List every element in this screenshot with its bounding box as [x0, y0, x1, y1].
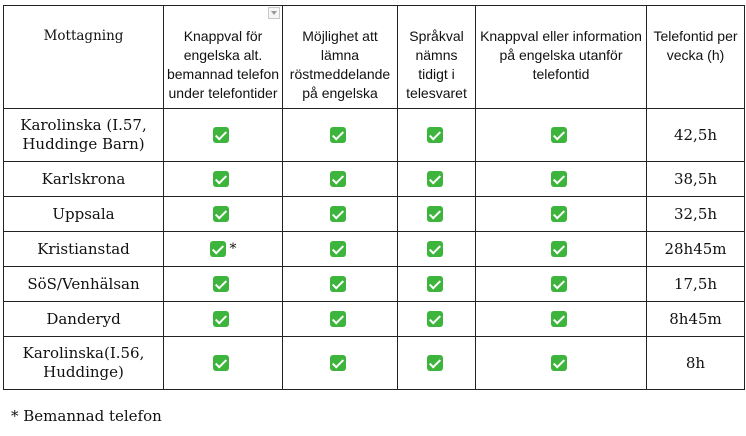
reception-name: Uppsala — [4, 197, 164, 232]
check-mark-button-icon — [427, 206, 443, 222]
reception-name: Karlskrona — [4, 162, 164, 197]
feature-cell — [283, 267, 398, 302]
check-mark-button-icon — [213, 311, 229, 327]
feature-cell — [398, 267, 476, 302]
check-mark-button-icon — [210, 241, 226, 257]
table-row — [4, 337, 745, 390]
reception-name: SöS/Venhälsan — [4, 267, 164, 302]
feature-cell — [283, 197, 398, 232]
column-header-utanfor-telefontid: Knappval eller information på engelska utanför telefontid — [476, 6, 647, 109]
feature-cell — [476, 337, 647, 390]
column-header-telefontid: Telefontid per vecka (h) — [647, 6, 745, 109]
check-mark-button-icon — [427, 127, 443, 143]
feature-cell — [398, 197, 476, 232]
phone-hours-per-week: 8h — [647, 337, 745, 390]
check-mark-button-icon — [427, 171, 443, 187]
feature-cell — [476, 162, 647, 197]
check-mark-button-icon — [551, 276, 567, 292]
feature-cell — [283, 232, 398, 267]
check-mark-button-icon — [330, 241, 346, 257]
feature-cell — [164, 337, 283, 390]
phone-hours-per-week: 42,5h — [647, 109, 745, 162]
check-mark-button-icon — [427, 355, 443, 371]
check-mark-button-icon — [330, 127, 346, 143]
feature-cell — [398, 109, 476, 162]
check-mark-button-icon — [213, 171, 229, 187]
feature-cell — [283, 162, 398, 197]
check-mark-button-icon — [330, 171, 346, 187]
feature-cell — [164, 267, 283, 302]
check-mark-button-icon — [213, 206, 229, 222]
check-mark-button-icon — [213, 355, 229, 371]
check-mark-button-icon — [551, 127, 567, 143]
check-mark-button-icon — [551, 206, 567, 222]
feature-cell — [476, 197, 647, 232]
phone-hours-per-week: 28h45m — [647, 232, 745, 267]
feature-cell — [164, 109, 283, 162]
table-row — [4, 197, 745, 232]
reception-name: Karolinska(I.56, Huddinge) — [4, 337, 164, 390]
footnote-marker: * — [229, 240, 237, 257]
table-row — [4, 162, 745, 197]
column-header-mottagning: Mottagning — [4, 6, 164, 109]
feature-cell — [283, 109, 398, 162]
footnote: * Bemannad telefon — [11, 407, 162, 425]
feature-cell — [476, 267, 647, 302]
check-mark-button-icon — [551, 241, 567, 257]
feature-cell — [164, 162, 283, 197]
table-row — [4, 232, 745, 267]
check-mark-button-icon — [551, 311, 567, 327]
reception-comparison-table — [3, 5, 745, 390]
check-mark-button-icon — [213, 276, 229, 292]
column-header-rostmeddelande: Möjlighet att lämna röstmeddelande på engelska — [283, 6, 398, 109]
phone-hours-per-week: 32,5h — [647, 197, 745, 232]
feature-cell — [398, 232, 476, 267]
reception-name: Kristianstad — [4, 232, 164, 267]
feature-cell — [283, 337, 398, 390]
feature-cell — [398, 302, 476, 337]
feature-cell — [164, 197, 283, 232]
feature-cell — [283, 302, 398, 337]
check-mark-button-icon — [427, 311, 443, 327]
check-mark-button-icon — [427, 276, 443, 292]
column-header-knappval-engelska: Knappval för engelska alt. bemannad telefon under telefontider — [164, 6, 283, 109]
feature-cell — [164, 232, 283, 267]
check-mark-button-icon — [330, 276, 346, 292]
column-header-sprakval: Språkval nämns tidigt i telesvaret — [398, 6, 476, 109]
feature-cell — [398, 162, 476, 197]
table-body — [4, 109, 745, 390]
table-row — [4, 302, 745, 337]
header-row — [4, 6, 745, 109]
check-mark-button-icon — [551, 355, 567, 371]
check-mark-button-icon — [330, 206, 346, 222]
reception-name: Danderyd — [4, 302, 164, 337]
feature-cell — [164, 302, 283, 337]
check-mark-button-icon — [551, 171, 567, 187]
table-row — [4, 109, 745, 162]
check-mark-button-icon — [427, 241, 443, 257]
reception-name: Karolinska (I.57, Huddinge Barn) — [4, 109, 164, 162]
feature-cell — [476, 302, 647, 337]
phone-hours-per-week: 17,5h — [647, 267, 745, 302]
table-row — [4, 267, 745, 302]
phone-hours-per-week: 8h45m — [647, 302, 745, 337]
feature-cell — [476, 109, 647, 162]
check-mark-button-icon — [330, 311, 346, 327]
phone-hours-per-week: 38,5h — [647, 162, 745, 197]
check-mark-button-icon — [330, 355, 346, 371]
check-mark-button-icon — [213, 127, 229, 143]
feature-cell — [398, 337, 476, 390]
feature-cell — [476, 232, 647, 267]
